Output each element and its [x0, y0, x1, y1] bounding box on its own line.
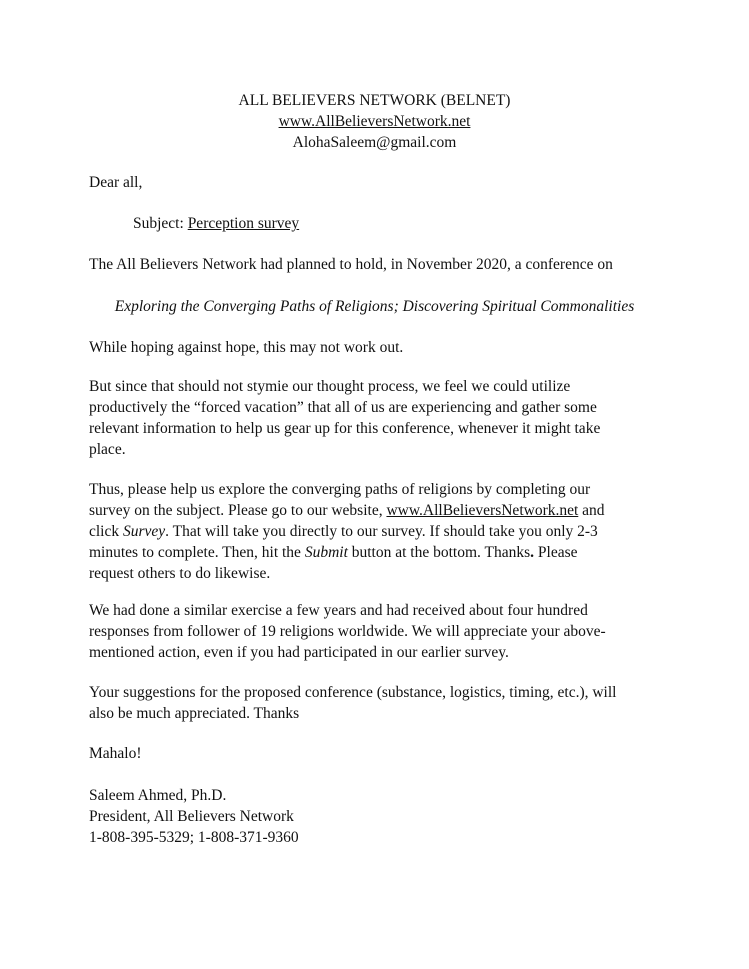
bold-period: .: [530, 544, 535, 561]
vacation-paragraph: [89, 376, 669, 460]
intro-paragraph: [89, 254, 669, 275]
signer-title: President, All Believers Network: [89, 808, 294, 825]
signer-name: Saleem Ahmed, Ph.D.: [89, 787, 227, 804]
paragraph-line: Thus, please help us explore the converging paths of religions by completing our: [89, 481, 591, 498]
paragraph-line: But since that should not stymie our thought process, we feel we could utilize: [89, 378, 571, 395]
subject-label: Subject:: [133, 215, 188, 232]
paragraph-line: responses from follower of 19 religions worldwide. We will appreciate your above-: [89, 623, 606, 640]
org-name: ALL BELIEVERS NETWORK (BELNET): [238, 92, 511, 109]
paragraph-line: Your suggestions for the proposed conference (substance, logistics, timing, etc.), will: [89, 684, 617, 701]
intro-text: The All Believers Network had planned to hold, in November 2020, a conference on: [89, 256, 613, 273]
subject-line: [133, 213, 713, 234]
submit-emphasis: Submit: [304, 544, 348, 561]
website-link-inline[interactable]: www.AllBelieversNetwork.net: [386, 502, 579, 519]
paragraph-line: [89, 521, 669, 542]
paragraph-line: request others to do likewise.: [89, 565, 271, 582]
text-span: . That will take you directly to our survey. If should take you only 2-3: [165, 523, 598, 540]
paragraph-line: place.: [89, 441, 126, 458]
signature-block: [89, 785, 669, 848]
previous-survey-paragraph: [89, 600, 669, 663]
hope-text: While hoping against hope, this may not work out.: [89, 339, 404, 356]
paragraph-line: also be much appreciated. Thanks: [89, 705, 300, 722]
conference-title: Exploring the Converging Paths of Religions; Discovering Spiritual Commonalities: [114, 298, 635, 315]
closing-text: Mahalo!: [89, 745, 142, 762]
paragraph-line: productively the “forced vacation” that all of us are experiencing and gather some: [89, 399, 597, 416]
survey-paragraph: [89, 479, 669, 584]
text-span: click: [89, 523, 123, 540]
letterhead: [0, 90, 749, 153]
paragraph-line: [89, 542, 669, 563]
website-link[interactable]: www.AllBelieversNetwork.net: [278, 113, 471, 130]
text-span: Please: [534, 544, 578, 561]
signer-phones: 1-808-395-5329; 1-808-371-9360: [89, 829, 299, 846]
text-span: survey on the subject. Please go to our website,: [89, 502, 387, 519]
suggestions-paragraph: [89, 682, 669, 724]
text-span: and: [578, 502, 605, 519]
hope-paragraph: [89, 337, 669, 358]
contact-email: AlohaSaleem@gmail.com: [292, 134, 457, 151]
paragraph-line: We had done a similar exercise a few years and had received about four hundred: [89, 602, 588, 619]
survey-emphasis: Survey: [123, 523, 166, 540]
closing: [89, 743, 669, 764]
text-span: minutes to complete. Then, hit the: [89, 544, 305, 561]
salutation-text: Dear all,: [89, 174, 143, 191]
paragraph-line: relevant information to help us gear up for this conference, whenever it might take: [89, 420, 601, 437]
text-span: button at the bottom. Thanks: [347, 544, 531, 561]
salutation: [89, 172, 669, 193]
paragraph-line: mentioned action, even if you had participated in our earlier survey.: [89, 644, 509, 661]
subject-value: Perception survey: [187, 215, 300, 232]
paragraph-line: [89, 500, 669, 521]
